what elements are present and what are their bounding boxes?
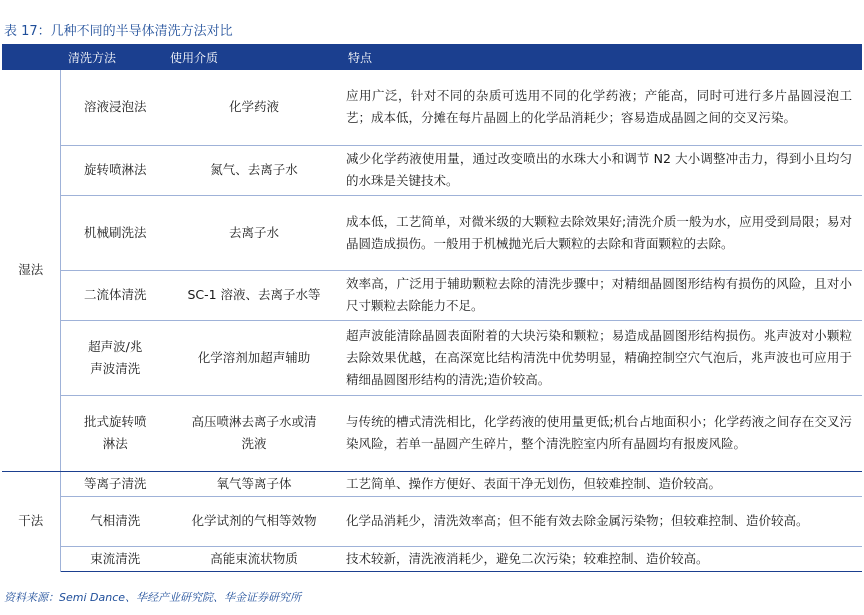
method-cell: 等离子清洗 bbox=[60, 471, 170, 496]
header-category bbox=[2, 44, 60, 70]
source-note: 资料来源：Semi Dance、华经产业研究院、华金证券研究所 bbox=[4, 591, 302, 604]
feature-cell: 技术较新，清洗液消耗少，避免二次污染；较难控制、造价较高。 bbox=[338, 546, 862, 571]
group-label-dry: 干法 bbox=[2, 471, 60, 571]
feature-cell: 成本低，工艺简单，对微米级的大颗粒去除效果好;清洗介质一般为水，应用受到局限；易对晶圆造成损伤。一般用于机械抛光后大颗粒的去除和背面颗粒的去除。 bbox=[338, 195, 862, 270]
method-cell: 批式旋转喷淋法 bbox=[60, 395, 170, 471]
group-label-wet: 湿法 bbox=[2, 70, 60, 471]
medium-cell: 化学药液 bbox=[170, 70, 338, 145]
method-cell: 二流体清洗 bbox=[60, 270, 170, 320]
feature-cell: 应用广泛，针对不同的杂质可选用不同的化学药液；产能高，同时可进行多片晶圆浸泡工艺；成本低，分摊在每片晶圆上的化学品消耗少；容易造成晶圆之间的交叉污染。 bbox=[338, 70, 862, 145]
medium-cell: 氮气、去离子水 bbox=[170, 145, 338, 195]
medium-cell: 高能束流状物质 bbox=[170, 546, 338, 571]
table-row bbox=[2, 195, 862, 270]
cleaning-methods-table bbox=[2, 44, 862, 572]
medium-cell: SC-1 溶液、去离子水等 bbox=[170, 270, 338, 320]
medium-cell: 高压喷淋去离子水或清洗液 bbox=[170, 395, 338, 471]
method-cell: 旋转喷淋法 bbox=[60, 145, 170, 195]
table-header-row bbox=[2, 44, 862, 70]
method-cell: 束流清洗 bbox=[60, 546, 170, 571]
header-medium: 使用介质 bbox=[170, 44, 338, 70]
table-row bbox=[2, 320, 862, 395]
table-row bbox=[2, 546, 862, 571]
medium-cell: 化学试剂的气相等效物 bbox=[170, 496, 338, 546]
method-cell: 超声波/兆声波清洗 bbox=[60, 320, 170, 395]
method-cell: 气相清洗 bbox=[60, 496, 170, 546]
method-cell: 溶液浸泡法 bbox=[60, 70, 170, 145]
header-feature: 特点 bbox=[338, 44, 862, 70]
medium-cell: 氧气等离子体 bbox=[170, 471, 338, 496]
feature-cell: 与传统的槽式清洗相比，化学药液的使用量更低;机台占地面积小；化学药液之间存在交叉污染风险，若单一晶圆产生碎片，整个清洗腔室内所有晶圆均有报废风险。 bbox=[338, 395, 862, 471]
table-row bbox=[2, 70, 862, 145]
medium-cell: 化学溶剂加超声辅助 bbox=[170, 320, 338, 395]
feature-cell: 减少化学药液使用量，通过改变喷出的水珠大小和调节 N2 大小调整冲击力，得到小且均匀的水珠是关键技术。 bbox=[338, 145, 862, 195]
table-row bbox=[2, 496, 862, 546]
method-cell: 机械刷洗法 bbox=[60, 195, 170, 270]
feature-cell: 超声波能清除晶圆表面附着的大块污染和颗粒；易造成晶圆图形结构损伤。兆声波对小颗粒去除效果优越，在高深宽比结构清洗中优势明显，精确控制空穴气泡后，兆声波也可应用于精细晶圆图形结构的清洗;造价较高。 bbox=[338, 320, 862, 395]
header-method: 清洗方法 bbox=[60, 44, 170, 70]
feature-cell: 工艺简单、操作方便好、表面干净无划伤，但较难控制、造价较高。 bbox=[338, 471, 862, 496]
feature-cell: 效率高，广泛用于辅助颗粒去除的清洗步骤中；对精细晶圆图形结构有损伤的风险，且对小尺寸颗粒去除能力不足。 bbox=[338, 270, 862, 320]
feature-cell: 化学品消耗少，清洗效率高；但不能有效去除金属污染物；但较难控制、造价较高。 bbox=[338, 496, 862, 546]
medium-cell: 去离子水 bbox=[170, 195, 338, 270]
table-row bbox=[2, 471, 862, 496]
table-row bbox=[2, 395, 862, 471]
table-caption: 表 17：几种不同的半导体清洗方法对比 bbox=[4, 24, 233, 39]
table-row bbox=[2, 270, 862, 320]
table-row bbox=[2, 145, 862, 195]
